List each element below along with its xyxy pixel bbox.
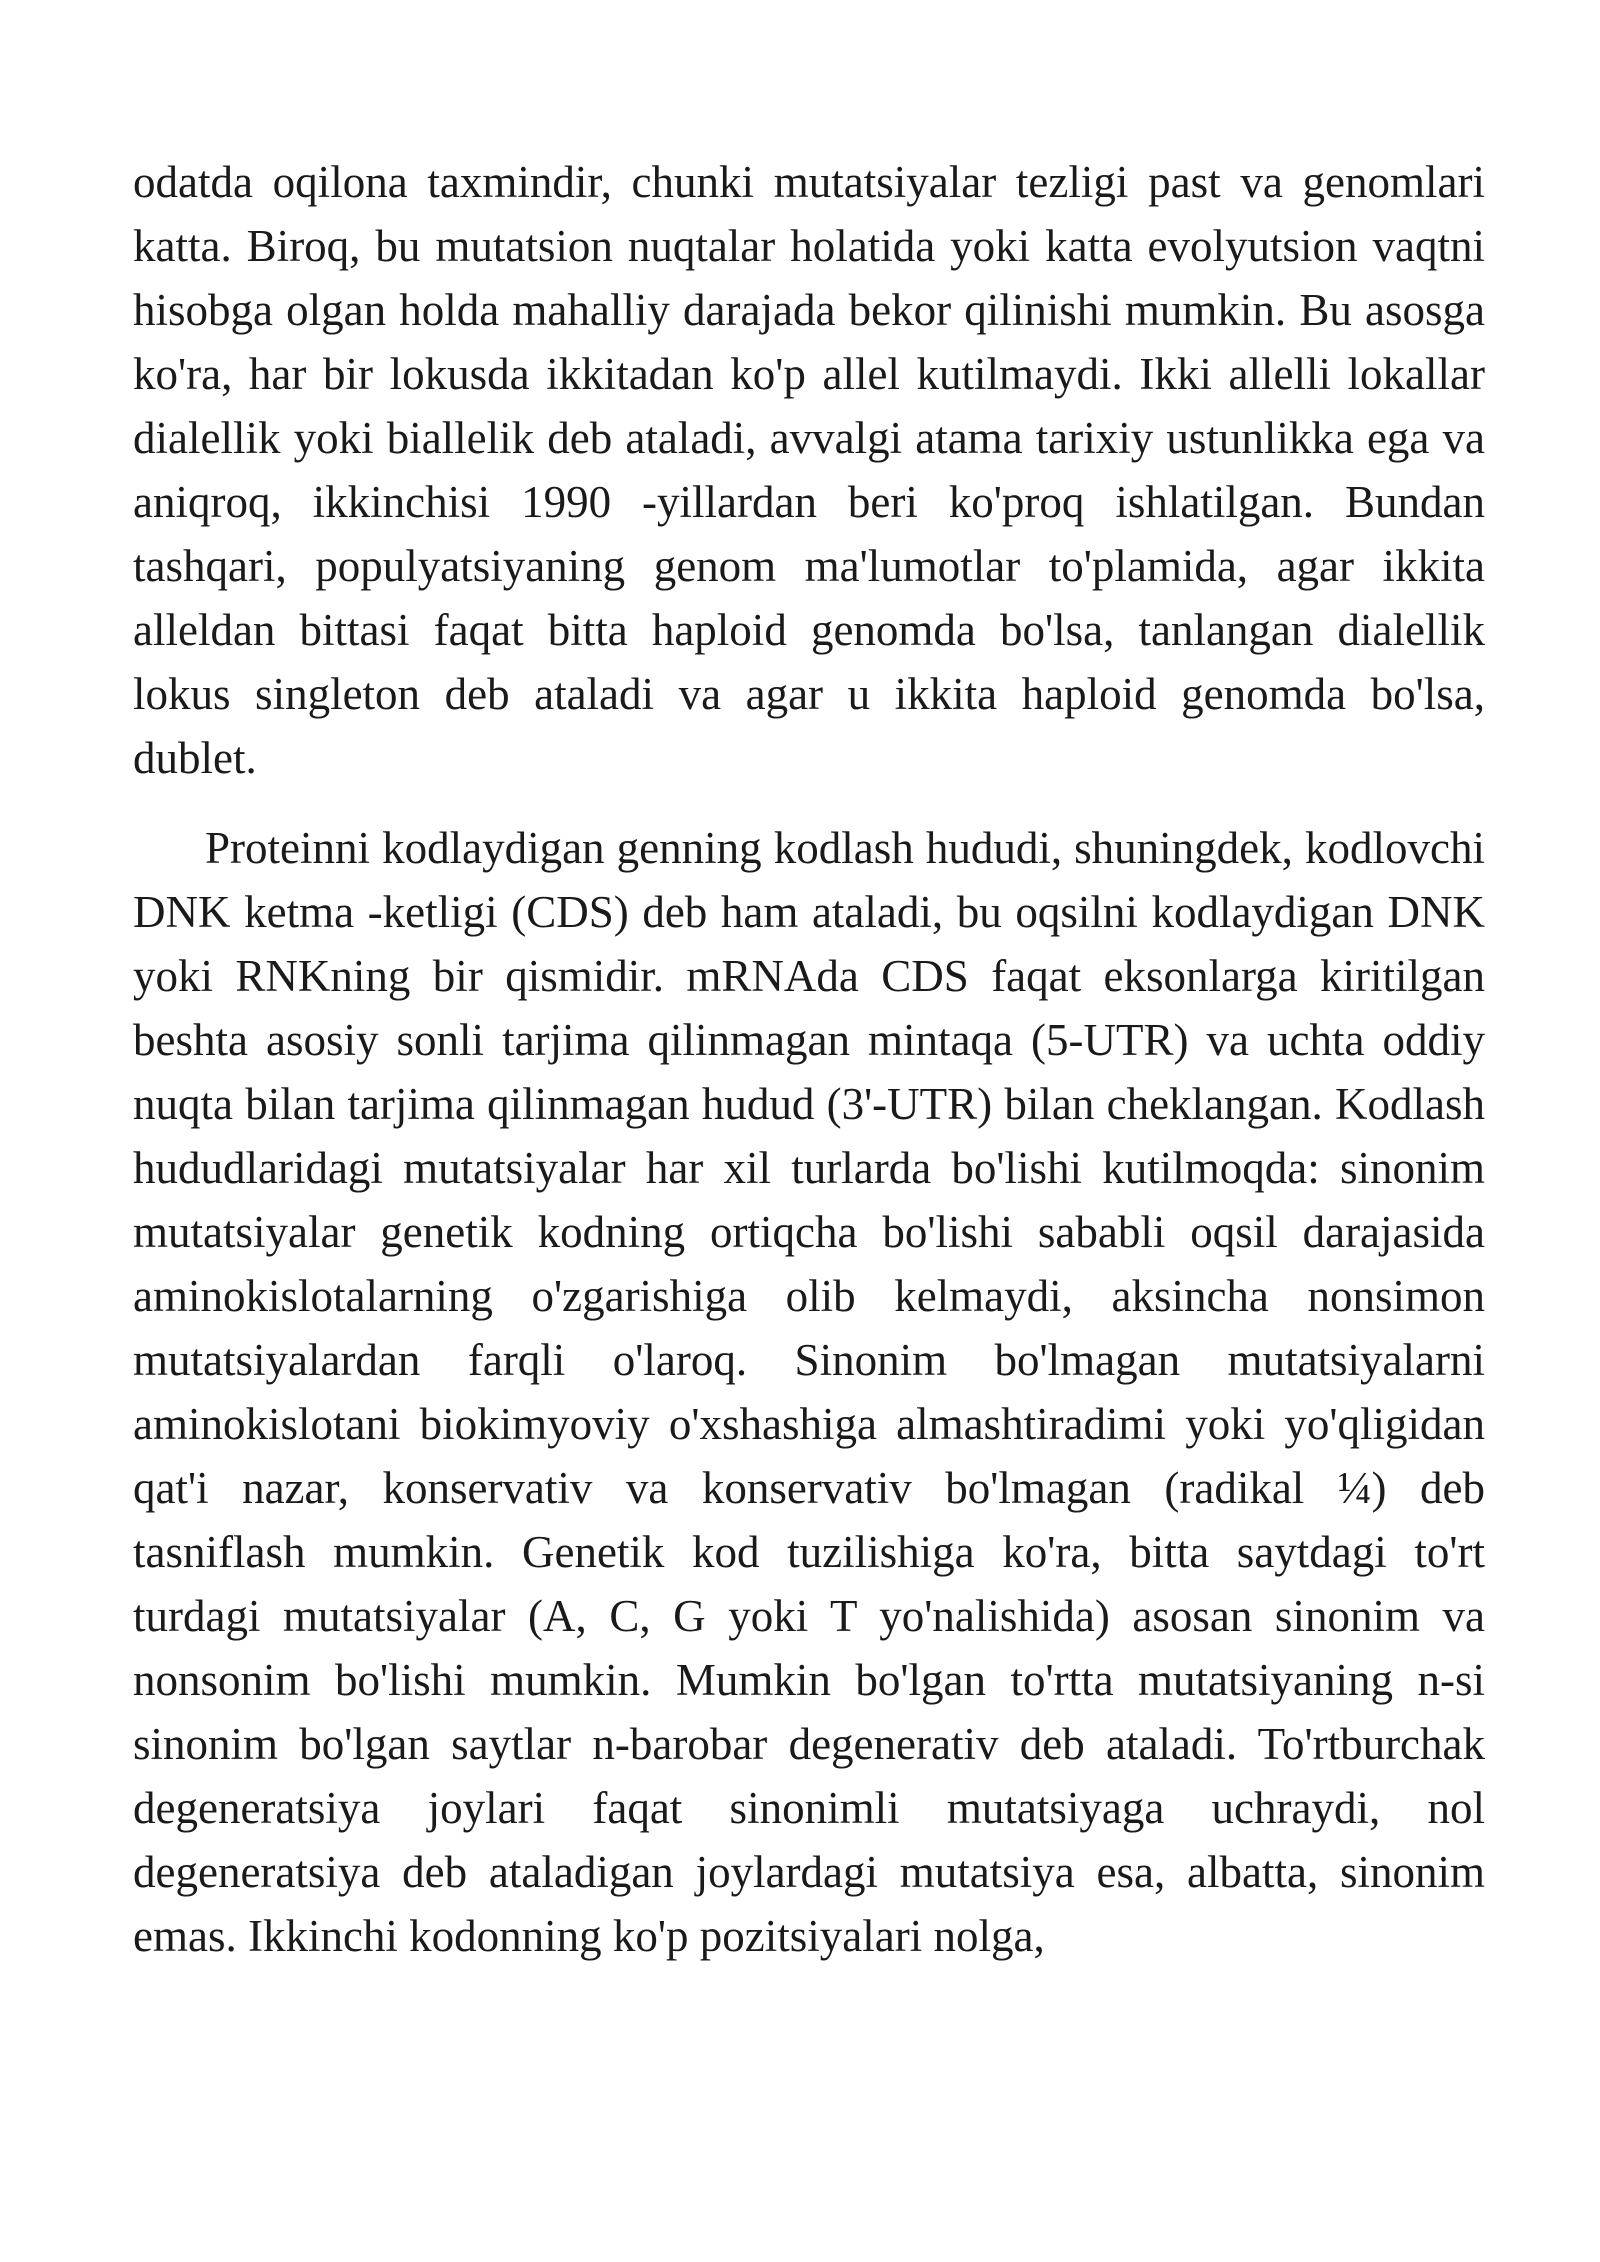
paragraph-coding-region: Proteinni kodlaydigan genning kodlash hududi, shuningdek, kodlovchi DNK ketma -ketligi (CDS) deb ham ataladi, bu oqsilni kodlaydigan DNK yoki RNKning bir qismidir. mRNAda CDS faqat eksonlarga kiritilgan beshta asosiy sonli tarjima qilinmagan mintaqa (5-UTR) va uchta oddiy nuqta bilan tarjima qilinmagan hudud (3'-UTR) bilan cheklangan. Kodlash hududlaridagi mutatsiyalar har xil turlarda bo'lishi kutilmoqda: sinonim mutatsiyalar genetik kodning ortiqcha bo'lishi sababli oqsil darajasida aminokislotalarning o'zgarishiga olib kelmaydi, aksincha nonsimon mutatsiyalardan farqli o'laroq. Sinonim bo'lmagan mutatsiyalarni aminokislotani biokimyoviy o'xshashiga almashtiradimi yoki yo'qligidan qat'i nazar, konservativ va konservativ bo'lmagan (radikal ¼) deb tasniflash mumkin. Genetik kod tuzilishiga ko'ra, bitta saytdagi to'rt turdagi mutatsiyalar (A, C, G yoki T yo'nalishida) asosan sinonim va nonsonim bo'lishi mumkin. Mumkin bo'lgan to'rtta mutatsiyaning n-si sinonim bo'lgan saytlar n-barobar degenerativ deb ataladi. To'rtburchak degeneratsiya joylari faqat sinonimli mutatsiyaga uchraydi, nol degeneratsiya deb ataladigan joylardagi mutatsiya esa, albatta, sinonim emas. Ikkinchi kodonning ko'p pozitsiyalari nolga, <box>133 823 1485 1961</box>
paragraph-continuation: odatda oqilona taxmindir, chunki mutatsiyalar tezligi past va genomlari katta. Biroq, bu mutatsion nuqtalar holatida yoki katta evolyutsion vaqtni hisobga olgan holda mahalliy darajada bekor qilinishi mumkin. Bu asosga ko'ra, har bir lokusda ikkitadan ko'p allel kutilmaydi. Ikki allelli lokallar dialellik yoki biallelik deb ataladi, avvalgi atama tarixiy ustunlikka ega va aniqroq, ikkinchisi 1990 -yillardan beri ko'proq ishlatilgan. Bundan tashqari, populyatsiyaning genom ma'lumotlar to'plamida, agar ikkita alleldan bittasi faqat bitta haploid genomda bo'lsa, tanlangan dialellik lokus singleton deb ataladi va agar u ikkita haploid genomda bo'lsa, dublet. <box>133 157 1485 783</box>
body-text <box>133 150 1485 1968</box>
